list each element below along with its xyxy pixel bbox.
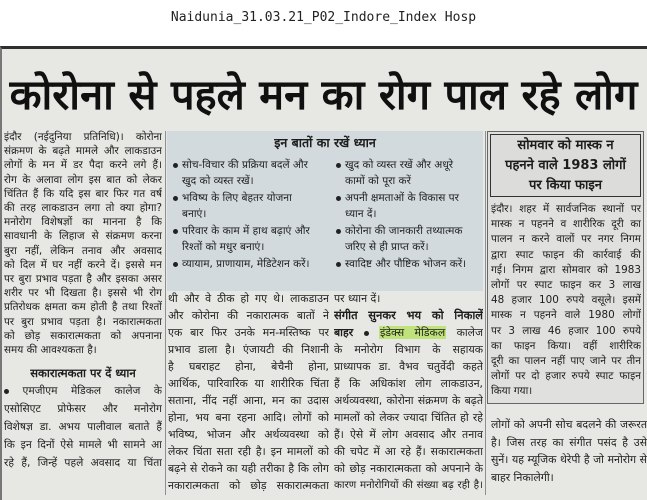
tip-item [172,157,328,189]
text-line: को छोड़ सकारात्मकता को अपनाना [4,329,162,342]
text-line: पर ध्यान दें। [334,292,381,305]
text-line: रहे हैं, जिन्हें पहले अवसाद या चिंता [4,457,162,469]
subheading-column [4,364,162,382]
text-line: मनोरोग विशेषज्ञों का मानना है कि [4,216,162,229]
text-line: एसोसिएट प्रोफेसर और मनोरोग [4,403,162,415]
text-line: थी और वे ठीक हो गए थे। लाकडाउन [168,292,329,305]
bullet-icon [336,163,341,168]
text-line: होना, भय बना रहना आदि। लोगों को [168,411,329,424]
text-line: सावधानी के लिहाज से संक्रमण करना [4,230,162,243]
section-subheading-end: बाहर [334,326,354,339]
text-line: लेकर चिंता सता रही है। इन मामलों को [168,445,329,458]
text-line: पर 3 लाख 46 हजार 100 रुपये [491,324,641,337]
text-line: की तरह लाकडाउन लगा तो क्या होगा? [4,202,162,215]
bullet-icon [173,229,178,234]
tip-item [335,157,480,189]
text-line: शरीर पर भी दिखता है। इससे भी रोग [4,287,162,300]
text-fragment: कालेज [456,326,483,339]
text-line: सोच-विचार की प्रक्रिया बदलें और [182,159,308,171]
text-line: है। जिस तरह का संगीत पसंद है उसे [491,435,647,449]
text-line: के मनोरोग विभाग के सहायक [334,343,483,356]
text-line: रिश्तों को मधुर बनाएं। [182,241,265,253]
text-line: खुद को व्यस्त रखें और अधूरे [345,159,454,171]
tips-title: इन बातों का रखें ध्यान [274,135,376,150]
text-line: है घबराहट होना, बेचैनी होना, [168,360,329,373]
column-rule [485,131,486,495]
text-line: कामों को पूरा करें [345,175,411,187]
text-line: पालन न करने वालों पर नगर निगम [491,233,641,246]
text-line: प्राध्यापक डा. वैभव चतुर्वेदी कहते [334,360,483,373]
text-line: भविष्य, भोजन और अर्थव्यवस्था को [168,428,329,441]
text-line: प्रभाव डाला है। एंजायटी की निशानी [168,343,329,356]
text-line: कोरोना की जानकारी तथ्यात्मक [345,225,463,237]
text-line [4,382,162,400]
headline [4,62,643,128]
text-line: अपनी क्षमताओं के विकास पर [345,192,459,204]
text-line: लोगों को अपनी सोच बदलने की जरूरत [491,418,647,431]
article-column-2 [168,290,329,494]
text-line: दूरी का पालन नहीं पाए जाने पर तीन [491,355,641,368]
text-line: बुरा नहीं, लेकिन तनाव और अवसाद [4,244,162,257]
tips-title-wrap [167,135,483,151]
bullet-icon [336,229,341,234]
text-line: बाहर निकालेगी। [491,470,554,484]
text-line: और कोरोना की नकारात्मक बातों ने [168,309,329,322]
tip-item [172,256,328,272]
sidebar-title-line: पर किया फाइन [529,178,602,193]
text-line: विशेषज्ञ डा. अभय पालीवाल बताते हैं [4,421,162,433]
text-line: पर बुरा प्रभाव पड़ता है। नकारात्मकता [4,315,162,328]
sidebar-title [492,136,639,196]
text-line: जरिए से ही प्राप्त करें। [345,241,429,253]
text-line: लोगों के मन में डर पैदा करने लगे हैं। [4,159,162,172]
tip-item [335,190,480,222]
text-line: गई। निगम द्वारा सोमवार को 1983 [491,263,641,276]
text-line: मास्क न पहनने वाले 1980 लोगों [491,309,641,322]
text-line: 48 हजार 100 रुपये वसूले। इसमें [491,294,641,307]
text-line: को छोड़ नकारात्मकता को अपनाने के [334,462,483,475]
text-line [334,324,483,341]
sidebar-title-line: पहनने वाले 1983 लोगों [505,158,626,173]
tip-item [172,223,328,255]
sidebar-title-line: सोमवार को मास्क न [517,138,614,153]
text-line: द्वारा स्पाट फाइन की कार्रवाई की [491,248,641,261]
text-line: इंदौर (नईदुनिया प्रतिनिधि)। कोरोना [4,131,162,143]
positive-section-column [4,382,162,472]
text-line: पर बुरा प्रभाव पड़ता है और इसका असर [4,273,162,286]
text-line: रोग के अलावा लोग इस बात को लेकर [4,173,162,186]
text-line: बनाएं। [182,208,207,220]
text-line: कि इन दिनों ऐसे मामले भी सामने आ [4,439,162,451]
article-column-3 [334,290,483,494]
text-line: मास्क न पहनने व शारीरिक दूरी का [491,218,641,231]
text-line: बढ़ने से रोकने का यही तरीका है कि लोग [168,462,329,475]
text-line: एक बार फिर उनके मन-मस्तिष्क पर [168,326,329,339]
text-line: लोगों पर दो हजार रुपये स्पाट फाइन [491,370,641,383]
text-line: चिंतित हैं कि यदि इस बार फिर गत वर्ष [4,187,162,200]
text-line: आर्थिक, पारिवारिक या शारीरिक चिंता [168,377,329,390]
text-line: अर्थव्यवस्था, कोरोना संक्रमण के बढ़ते [334,394,483,407]
tip-item [335,223,480,255]
text-line: प्रतिरोधक क्षमता कम होती है तथा रिश्तों [4,301,162,314]
text-line: नकारात्मकता को छोड़ सकारात्मकता [168,479,329,492]
bullet-icon [173,196,178,201]
text-fragment: एमजीएम मेडिकल कालेज के [22,385,162,397]
text-line: हैं कि अधिकांश लोग लाकडाउन, [334,377,483,390]
text-line: समय की आवश्यकता है। [4,344,97,357]
intro-column [4,130,162,357]
text-line: किया गया। [491,385,533,398]
bullet-icon [173,262,178,267]
tips-list-left [172,157,328,273]
text-line: लोगों पर स्पाट फाइन कर 3 लाख [491,279,641,292]
text-line: का फाइन किया। वहीं शारीरिक [491,339,641,352]
text-line: सताना, नींद नहीं आना, मन का उदास [168,394,329,407]
text-line: सुनें। यह म्यूजिक थेरेपी है जो मनोरोग से [491,453,647,466]
text-line: को दिल में घर नहीं करने दें। इससे मन [4,258,162,271]
bullet-icon [364,331,369,336]
column-rule [165,131,166,495]
bullet-icon [173,163,178,168]
text-line: की चपेट में आ रहे हैं। सकारात्मकता [334,445,483,458]
bullet-icon [336,196,341,201]
text-line: संक्रमण के बढ़ते मामले और लाकडाउन [4,145,162,158]
section-subheading: सकारात्मकता पर दें ध्यान [30,366,136,380]
text-line: इंदौर। शहर में सार्वजनिक स्थानों पर [491,203,641,215]
highlighted-text: इंडेक्स मेडिकल [379,326,446,339]
tips-list-right [335,157,480,273]
text-line: स्वादिष्ट और पौष्टिक भोजन करें। [345,258,467,270]
text-line: व्यायाम, प्राणायाम, मेडिटेशन करें। [182,258,310,270]
text-line: हैं। ऐसे में लोग अवसाद और तनाव [334,428,483,441]
sidebar-body [491,202,641,400]
headline-text: कोरोना से पहले मन का रोग पाल रहे लोग [9,70,638,119]
article-column-4 [491,416,647,486]
text-line: ध्यान दें। [345,208,377,220]
bullet-icon [336,262,341,267]
section-subheading: संगीत सुनकर भय को निकालें [334,308,483,322]
text-line: परिवार के काम में हाथ बढ़ाएं और [182,225,310,237]
bullet-icon [4,389,9,394]
text-line: खुद को व्यस्त रखें। [182,175,254,187]
text-line: मामलों को लेकर ज्यादा चिंतित हो रहे [334,411,483,424]
text-line: भविष्य के लिए बेहतर योजना [182,192,292,204]
tip-item [172,190,328,222]
text-line: कारण मनोरोगियों की संख्या बढ़ रही है। [334,479,483,491]
scan-file-label: Naidunia_31.03.21_P02_Indore_Index Hosp [170,10,477,25]
tip-item [335,256,480,272]
